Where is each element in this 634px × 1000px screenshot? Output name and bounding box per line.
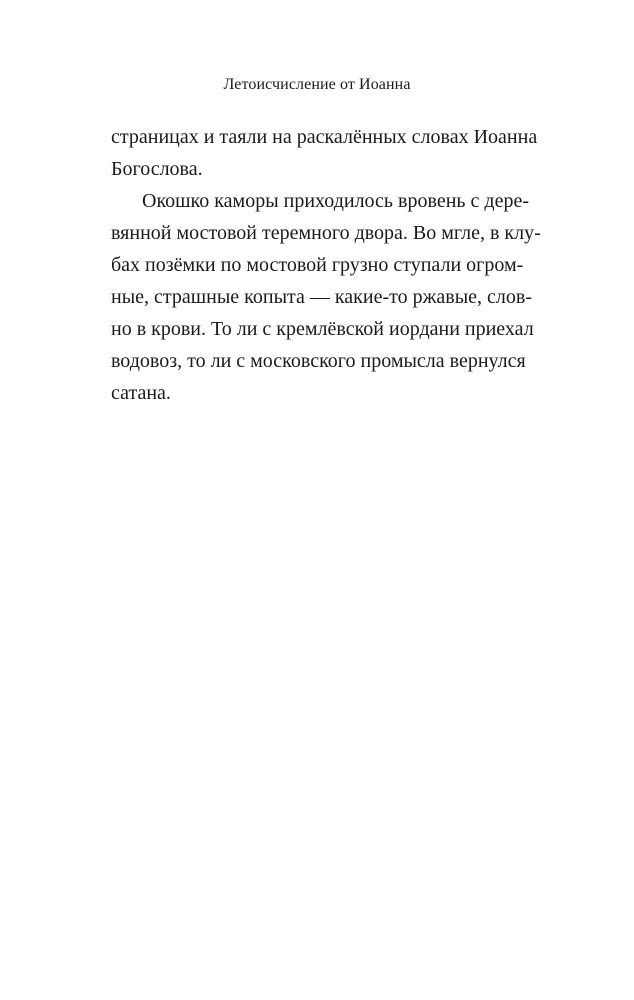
- text-line: вянной мостовой теремного двора. Во мгле, в клу-: [111, 222, 541, 244]
- text-line: но в крови. То ли с кремлёвской иордани приехал: [111, 318, 534, 340]
- text-line: страницах и таяли на раскалённых словах Иоанна: [111, 126, 538, 148]
- text-line: Богослова.: [111, 158, 203, 180]
- running-header: Летоисчисление от Иоанна: [223, 76, 411, 93]
- text-line: сатана.: [111, 382, 171, 404]
- text-line: ные, страшные копыта — какие-то ржавые, слов-: [111, 286, 533, 308]
- text-line: водовоз, то ли с московского промысла вернулся: [111, 350, 526, 372]
- text-line: Окошко каморы приходилось вровень с дере-: [142, 190, 529, 212]
- text-line: бах позёмки по мостовой грузно ступали огром-: [111, 254, 524, 276]
- body-text: [111, 121, 541, 409]
